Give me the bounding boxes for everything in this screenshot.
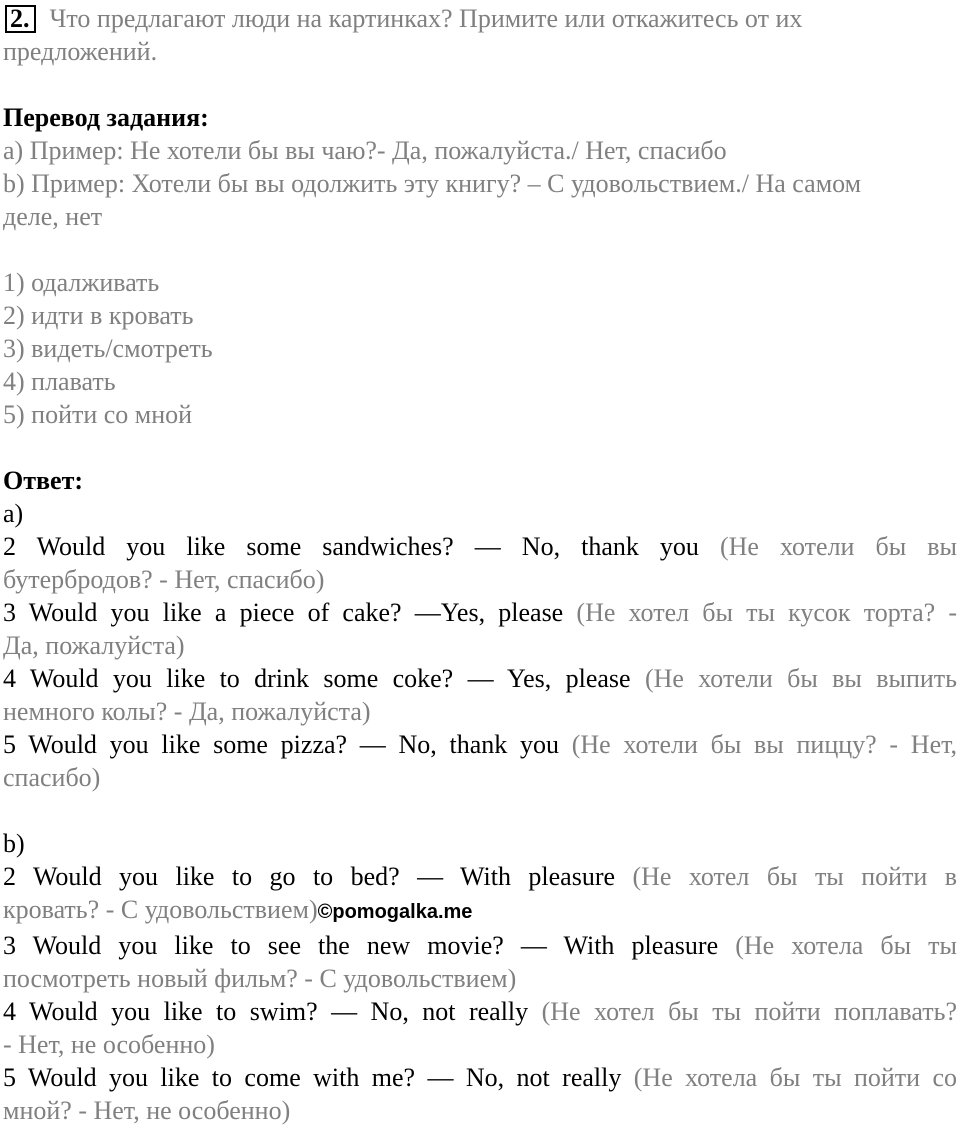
- part-b-label: b): [3, 829, 25, 858]
- vocab-list-item: 4) плавать: [3, 367, 116, 396]
- spacer: [3, 431, 957, 464]
- answer-item-line1: [3, 860, 957, 893]
- answer-russian: кровать? - С удовольствием): [3, 895, 318, 924]
- translation-line-a: а) Пример: Не хотели бы вы чаю?- Да, пожалуйста./ Нет, спасибо: [3, 136, 727, 165]
- vocab-list-item: 5) пойти со мной: [3, 400, 193, 429]
- part-a-label: а): [3, 499, 24, 528]
- answer-english: 3 Would you like a piece of cake? —Yes, please: [3, 598, 564, 627]
- answer-english: 5 Would you like to come with me? — No, not really: [3, 1063, 622, 1092]
- vocab-list-item: 2) идти в кровать: [3, 301, 194, 330]
- answer-russian: (Не хотели бы вы пиццу? - Нет,: [571, 730, 958, 759]
- answer-english: 3 Would you like to see the new movie? — With pleasure: [3, 931, 719, 960]
- answer-item-line2: спасибо): [3, 763, 101, 792]
- answer-english: 4 Would you like to drink some coke? — Yes, please: [3, 664, 631, 693]
- answer-russian: (Не хотел бы ты пойти поплавать?: [541, 997, 957, 1026]
- answer-heading: Ответ:: [3, 466, 84, 495]
- answer-item-line1: [3, 596, 957, 629]
- vocab-list-item: 1) одалживать: [3, 268, 160, 297]
- answer-item-line1: [3, 530, 957, 563]
- spacer: [3, 233, 957, 266]
- answer-item-line1: [3, 929, 957, 962]
- task-number-badge: 2.: [5, 5, 36, 33]
- vocab-list-item: 3) видеть/смотреть: [3, 334, 213, 363]
- answer-english: 4 Would you like to swim? — No, not really: [3, 997, 529, 1026]
- watermark: ©pomogalka.me: [317, 901, 473, 923]
- answer-item-line1: [3, 662, 957, 695]
- answer-item-line2: мной? - Нет, не особенно): [3, 1096, 291, 1125]
- translation-line-b2: деле, нет: [3, 202, 103, 231]
- task-statement: [3, 2, 957, 35]
- task-text-line2: предложений.: [3, 37, 158, 66]
- answer-item-line2: немного колы? - Да, пожалуйста): [3, 697, 371, 726]
- answer-item-line2: бутербродов? - Нет, спасибо): [3, 565, 325, 594]
- answer-russian: (Не хотели бы вы: [719, 532, 957, 561]
- document-page: [3, 2, 957, 1127]
- answer-russian: (Не хотела бы ты пойти со: [633, 1063, 958, 1092]
- translation-heading: Перевод задания:: [3, 103, 209, 132]
- answer-russian: (Не хотели бы вы выпить: [644, 664, 958, 693]
- answer-item-line2: - Нет, не особенно): [3, 1030, 215, 1059]
- answer-russian: (Не хотел бы ты кусок торта? -: [576, 598, 958, 627]
- answer-english: 5 Would you like some pizza? — No, thank you: [3, 730, 559, 759]
- spacer: [3, 794, 957, 827]
- translation-line-b1: b) Пример: Хотели бы вы одолжить эту книгу? – С удовольствием./ На самом: [3, 169, 862, 198]
- answer-item-line2: посмотреть новый фильм? - С удовольствием): [3, 964, 517, 993]
- answer-item-line1: [3, 728, 957, 761]
- task-text-line1: Что предлагают люди на картинках? Примите или откажитесь от их: [49, 4, 803, 33]
- answer-russian: (Не хотела бы ты: [735, 931, 958, 960]
- answer-item-line1: [3, 1061, 957, 1094]
- answer-item-line2: Да, пожалуйста): [3, 631, 185, 660]
- spacer: [3, 68, 957, 101]
- answer-item-line1: [3, 995, 957, 1028]
- answer-russian: (Не хотел бы ты пойти в: [632, 862, 958, 891]
- answer-english: 2 Would you like some sandwiches? — No, thank you: [3, 532, 699, 561]
- answer-english: 2 Would you like to go to bed? — With pleasure: [3, 862, 616, 891]
- answer-item-line2: [3, 893, 957, 929]
